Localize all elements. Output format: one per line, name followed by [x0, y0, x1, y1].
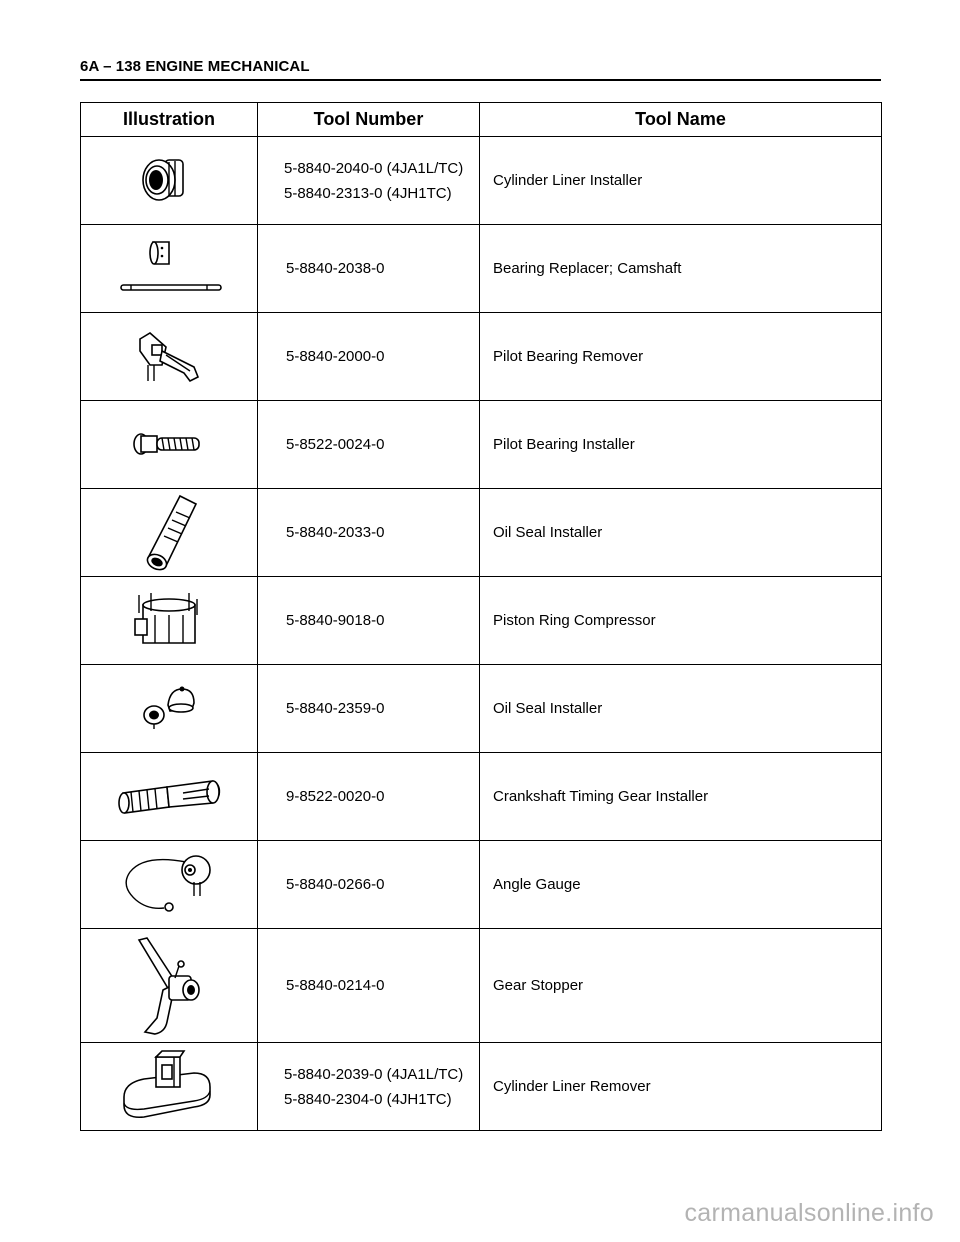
tool-number-cell [258, 753, 480, 841]
tool-number-cell [258, 401, 480, 489]
page-header: 6A – 138 ENGINE MECHANICAL [80, 58, 310, 75]
tool-name-cell: Cylinder Liner Remover [480, 1043, 882, 1131]
tool-number: 5-8840-2313-0 (4JH1TC) [284, 184, 452, 202]
table-row [81, 665, 882, 753]
tool-name-cell: Gear Stopper [480, 929, 882, 1043]
tool-number-cell [258, 665, 480, 753]
tool-name-cell: Crankshaft Timing Gear Installer [480, 753, 882, 841]
table-header-row [81, 103, 882, 137]
tool-number: 5-8840-2040-0 (4JA1L/TC) [284, 159, 464, 177]
illustration-cell [81, 1043, 258, 1131]
tool-name-cell: Bearing Replacer; Camshaft [480, 225, 882, 313]
oil-seal-installer-illustration [134, 492, 204, 574]
table-row [81, 137, 882, 225]
tool-name-cell: Pilot Bearing Remover [480, 313, 882, 401]
tool-name-cell: Cylinder Liner Installer [480, 137, 882, 225]
tool-number: 5-8840-2033-0 [286, 524, 385, 541]
tool-number: 5-8522-0024-0 [286, 436, 385, 453]
watermark: carmanualsonline.info [684, 1199, 934, 1227]
tool-number: 5-8840-9018-0 [286, 612, 385, 629]
table-row [81, 929, 882, 1043]
camshaft-bearing-replacer-illustration [109, 234, 229, 304]
tool-name-cell: Pilot Bearing Installer [480, 401, 882, 489]
tool-number: 5-8840-2000-0 [286, 348, 385, 365]
illustration-cell [81, 929, 258, 1043]
piston-ring-compressor-illustration [129, 585, 209, 657]
pilot-bearing-remover-illustration [124, 321, 214, 393]
illustration-cell [81, 753, 258, 841]
illustration-cell [81, 225, 258, 313]
tool-number-cell [258, 841, 480, 929]
tool-number: 5-8840-2359-0 [286, 700, 385, 717]
column-header-illustration: Illustration [81, 103, 258, 137]
table-row [81, 313, 882, 401]
illustration-cell [81, 489, 258, 577]
tool-name-cell: Piston Ring Compressor [480, 577, 882, 665]
tool-number: 5-8840-0214-0 [286, 977, 385, 994]
angle-gauge-illustration [114, 850, 224, 920]
tool-name-cell: Angle Gauge [480, 841, 882, 929]
tool-name-cell: Oil Seal Installer [480, 665, 882, 753]
pilot-bearing-installer-illustration [129, 425, 209, 465]
tool-number-cell [258, 489, 480, 577]
column-header-tool-number: Tool Number [258, 103, 480, 137]
cylinder-liner-installer-illustration [129, 146, 209, 216]
table-row [81, 401, 882, 489]
header-rule [80, 79, 881, 81]
tool-number: 9-8522-0020-0 [286, 788, 385, 805]
table-row [81, 489, 882, 577]
special-tools-table [80, 102, 882, 1131]
gear-stopper-illustration [119, 934, 219, 1038]
tool-number-cell [258, 137, 480, 225]
crankshaft-timing-gear-installer-illustration [109, 769, 229, 825]
table-row [81, 1043, 882, 1131]
illustration-cell [81, 137, 258, 225]
tool-number: 5-8840-2304-0 (4JH1TC) [284, 1090, 452, 1108]
oil-seal-installer-small-illustration [134, 681, 204, 737]
illustration-cell [81, 577, 258, 665]
tool-number-cell [258, 577, 480, 665]
tool-number-cell [258, 225, 480, 313]
cylinder-liner-remover-illustration [114, 1047, 224, 1127]
tool-number: 5-8840-0266-0 [286, 876, 385, 893]
column-header-tool-name: Tool Name [480, 103, 882, 137]
table-row [81, 753, 882, 841]
table-row [81, 841, 882, 929]
tool-number: 5-8840-2038-0 [286, 260, 385, 277]
illustration-cell [81, 841, 258, 929]
tool-number-cell [258, 929, 480, 1043]
illustration-cell [81, 313, 258, 401]
illustration-cell [81, 401, 258, 489]
tool-name-cell: Oil Seal Installer [480, 489, 882, 577]
table-row [81, 225, 882, 313]
illustration-cell [81, 665, 258, 753]
tool-number: 5-8840-2039-0 (4JA1L/TC) [284, 1065, 464, 1083]
table-row [81, 577, 882, 665]
tool-number-cell [258, 313, 480, 401]
tool-number-cell [258, 1043, 480, 1131]
